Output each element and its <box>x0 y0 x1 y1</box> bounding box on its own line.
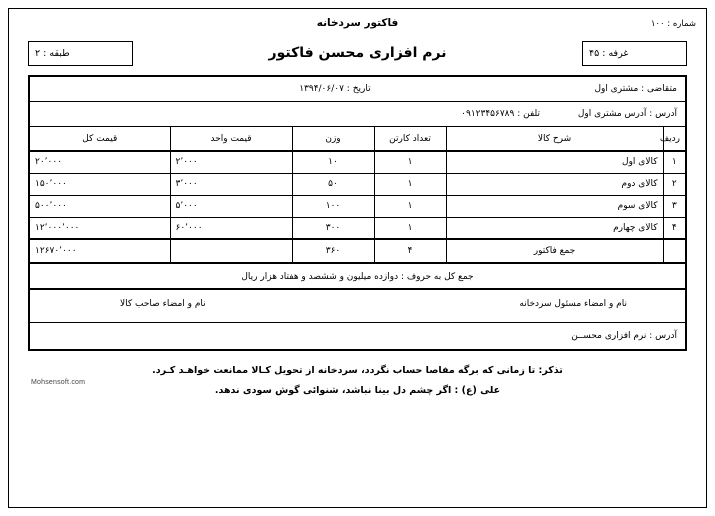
cell-unit-price: ۵٬۰۰۰ <box>170 195 292 217</box>
cell-radif: ۱ <box>663 151 685 173</box>
floor-box <box>28 41 133 66</box>
cell-description: کالای اول <box>446 151 663 173</box>
note-reminder: تذکر: تا زمانی که برگه مفاصا حساب نگردد، سردخانه از تحویل کـالا ممانعت خواهـد کـرد. <box>152 365 563 376</box>
watermark-logo: Mohsensoft.com <box>31 379 86 386</box>
date-value: تاریخ : ۱۳۹۴/۰۶/۰۷ <box>299 84 371 94</box>
cell-radif: ۲ <box>663 173 685 195</box>
applicant-value: متقاضی : مشتری اول <box>594 84 677 94</box>
cell-cartons: ۱ <box>374 217 446 239</box>
invoice-page <box>8 8 707 508</box>
note-quote: علی (ع) : اگر چشم دل بینا نباشد، شنوائی گوش سودی ندهد. <box>214 385 501 396</box>
cell-weight: ۳۰۰ <box>292 217 374 239</box>
invoice-body <box>28 75 687 351</box>
col-header-cartons: تعداد کارتن <box>374 127 446 151</box>
cell-description: کالای چهارم <box>446 217 663 239</box>
signature-goods-owner: نام و امضاء صاحب کالا <box>120 299 206 309</box>
cell-cartons: ۱ <box>374 195 446 217</box>
cell-radif: ۳ <box>663 195 685 217</box>
brand-title: نرم افزاری محسن فاکتور <box>268 45 447 61</box>
cell-description: کالای دوم <box>446 173 663 195</box>
cell-cartons: ۱ <box>374 173 446 195</box>
amount-in-words: جمع کل به حروف : دوازده میلیون و ششصد و هفتاد هزار ریال <box>30 264 685 290</box>
applicant-row <box>30 77 685 102</box>
footer-address-value: آدرس : نرم افزاری محســن <box>571 331 677 341</box>
items-table <box>30 127 685 264</box>
cell-total-price: ۲۰٬۰۰۰ <box>30 151 170 173</box>
cell-cartons: ۱ <box>374 151 446 173</box>
table-row <box>30 195 685 217</box>
col-header-radif: ردیف <box>663 127 685 151</box>
footer-notes <box>28 365 687 396</box>
cell-unit-price: ۲٬۰۰۰ <box>170 151 292 173</box>
document-number: شماره : ۱۰۰ <box>650 19 696 29</box>
summary-row <box>30 239 685 263</box>
cell-unit-price: ۳٬۰۰۰ <box>170 173 292 195</box>
cell-unit-price: ۶۰٬۰۰۰ <box>170 217 292 239</box>
summary-total-price: ۱۲۶۷۰٬۰۰۰ <box>30 239 170 263</box>
col-header-description: شرح کالا <box>446 127 663 151</box>
summary-blank <box>663 239 685 263</box>
cell-total-price: ۱۵۰٬۰۰۰ <box>30 173 170 195</box>
header-band <box>28 41 687 75</box>
cell-weight: ۵۰ <box>292 173 374 195</box>
cell-weight: ۱۰ <box>292 151 374 173</box>
cell-total-price: ۱۲٬۰۰۰٬۰۰۰ <box>30 217 170 239</box>
address-row <box>30 102 685 127</box>
summary-label: جمع فاکتور <box>446 239 663 263</box>
summary-unit-price <box>170 239 292 263</box>
signature-warehouse-manager: نام و امضاء مسئول سردخانه <box>519 299 627 309</box>
summary-cartons: ۴ <box>374 239 446 263</box>
cell-weight: ۱۰۰ <box>292 195 374 217</box>
document-title: فاکتور سردخانه <box>316 17 399 29</box>
footer-address-row <box>30 323 685 349</box>
cell-radif: ۴ <box>663 217 685 239</box>
summary-weight: ۳۶۰ <box>292 239 374 263</box>
customer-address-value: آدرس : آدرس مشتری اول <box>577 109 677 119</box>
table-row <box>30 151 685 173</box>
floor-label: طبقه : ۲ <box>35 48 70 59</box>
table-header-row <box>30 127 685 151</box>
col-header-total-price: قیمت کل <box>30 127 170 151</box>
booth-label: غرفه : ۴۵ <box>589 48 629 59</box>
cell-total-price: ۵۰۰٬۰۰۰ <box>30 195 170 217</box>
signature-row <box>30 290 685 323</box>
table-row <box>30 173 685 195</box>
top-strip <box>9 9 706 41</box>
cell-description: کالای سوم <box>446 195 663 217</box>
table-row <box>30 217 685 239</box>
customer-phone-value: تلفن : ۰۹۱۲۳۴۵۶۷۸۹ <box>461 109 540 119</box>
col-header-unit-price: قیمت واحد <box>170 127 292 151</box>
col-header-weight: وزن <box>292 127 374 151</box>
